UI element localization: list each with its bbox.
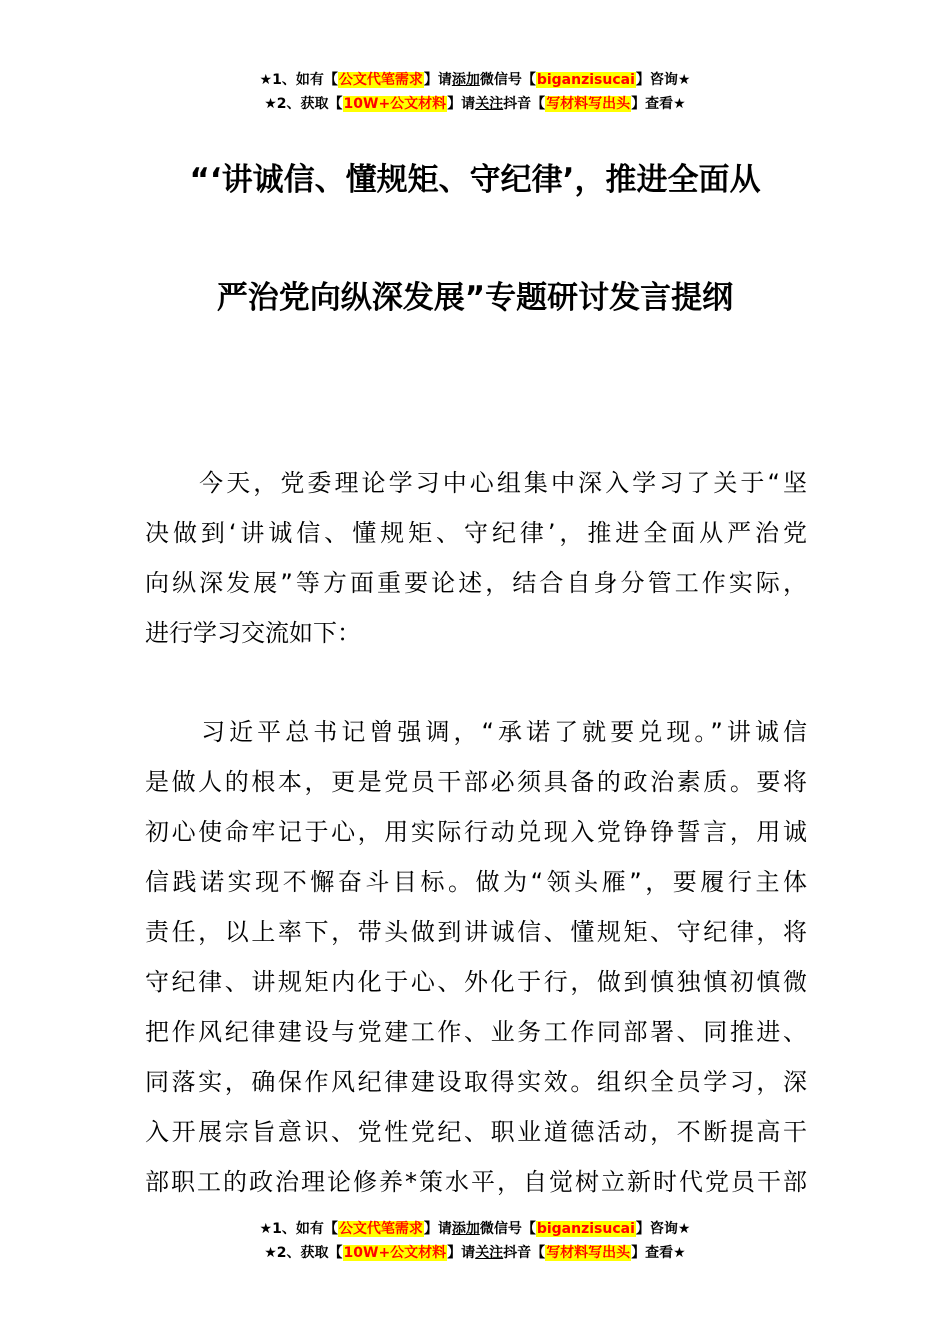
- promo-line-1-mid: 】请: [423, 1221, 452, 1237]
- promo-line-1-highlight-service: 公文代笔需求: [338, 72, 423, 88]
- paragraph-line: 信践诺实现不懈奋斗目标。做为“领头雁”，要履行主体: [145, 868, 807, 896]
- promo-line-2-mid-2: 抖音【: [503, 1245, 546, 1261]
- paragraph-integrity: [145, 707, 807, 1207]
- promo-line-1-mid: 】请: [423, 72, 452, 88]
- promo-line-1: [0, 1217, 950, 1241]
- promo-line-2-underlined: 关注: [475, 96, 504, 112]
- paragraph-line: 今天，党委理论学习中心组集中深入学习了关于“坚: [145, 469, 807, 497]
- promo-line-1-prefix: ★1、如有【: [259, 1221, 338, 1237]
- promo-line-2-highlight-materials: 10W+公文材料: [343, 96, 447, 112]
- promo-line-2-highlight-douyin: 写材料写出头: [546, 1245, 631, 1261]
- promo-line-1-mid-2: 微信号【: [479, 72, 536, 88]
- paragraph-line: 是做人的根本，更是党员干部必须具备的政治素质。要将: [145, 768, 807, 796]
- paragraph-line: 守纪律、讲规矩内化于心、外化于行，做到慎独慎初慎微: [145, 968, 807, 996]
- promo-line-2-suffix: 】查看★: [631, 1245, 686, 1261]
- promo-line-1-highlight-service: 公文代笔需求: [338, 1221, 423, 1237]
- promo-line-1-highlight-wechat: biganzisucai: [536, 1221, 635, 1237]
- footer-promo-banner: [0, 1217, 950, 1265]
- paragraph-line: 习近平总书记曾强调，“承诺了就要兑现。”讲诚信: [145, 718, 807, 746]
- promo-line-2-prefix: ★2、获取【: [264, 96, 343, 112]
- promo-line-2-highlight-douyin: 写材料写出头: [546, 96, 631, 112]
- paragraph-line: 初心使命牢记于心，用实际行动兑现入党铮铮誓言，用诚: [145, 818, 807, 846]
- paragraph-line: 入开展宗旨意识、党性党纪、职业道德活动，不断提高干: [145, 1118, 807, 1146]
- promo-line-1: [0, 68, 950, 92]
- promo-line-1-mid-2: 微信号【: [479, 1221, 536, 1237]
- promo-line-1-suffix: 】咨询★: [635, 72, 691, 88]
- promo-line-1-suffix: 】咨询★: [635, 1221, 691, 1237]
- header-promo-banner: [0, 68, 950, 116]
- promo-line-2-underlined: 关注: [475, 1245, 504, 1261]
- document-title-line-2: 严治党向纵深发展”专题研讨发言提纲: [216, 280, 734, 316]
- paragraph-line: 同落实，确保作风纪律建设取得实效。组织全员学习，深: [145, 1068, 807, 1096]
- promo-line-2-mid: 】请: [447, 1245, 476, 1261]
- promo-line-2-prefix: ★2、获取【: [264, 1245, 343, 1261]
- promo-line-2-suffix: 】查看★: [631, 96, 686, 112]
- promo-line-2-mid-2: 抖音【: [503, 96, 546, 112]
- paragraph-line: 向纵深发展”等方面重要论述，结合自身分管工作实际，: [145, 569, 807, 597]
- paragraph-line: 进行学习交流如下：: [145, 619, 361, 647]
- promo-line-2-highlight-materials: 10W+公文材料: [343, 1245, 447, 1261]
- paragraph-line: 把作风纪律建设与党建工作、业务工作同部署、同推进、: [145, 1018, 807, 1046]
- promo-line-1-highlight-wechat: biganzisucai: [536, 72, 635, 88]
- promo-line-2: [0, 92, 950, 116]
- promo-line-2: [0, 1241, 950, 1265]
- promo-line-1-underlined: 添加: [451, 1221, 480, 1237]
- promo-line-1-underlined: 添加: [451, 72, 480, 88]
- promo-line-1-prefix: ★1、如有【: [259, 72, 338, 88]
- promo-line-2-mid: 】请: [447, 96, 476, 112]
- document-title-line-1: “‘讲诚信、懂规矩、守纪律’，推进全面从: [189, 162, 761, 198]
- paragraph-intro: [145, 458, 807, 658]
- paragraph-line: 决做到‘讲诚信、懂规矩、守纪律’，推进全面从严治党: [145, 519, 807, 547]
- paragraph-line: 部职工的政治理论修养*策水平，自觉树立新时代党员干部: [145, 1168, 807, 1196]
- paragraph-line: 责任，以上率下，带头做到讲诚信、懂规矩、守纪律，将: [145, 918, 807, 946]
